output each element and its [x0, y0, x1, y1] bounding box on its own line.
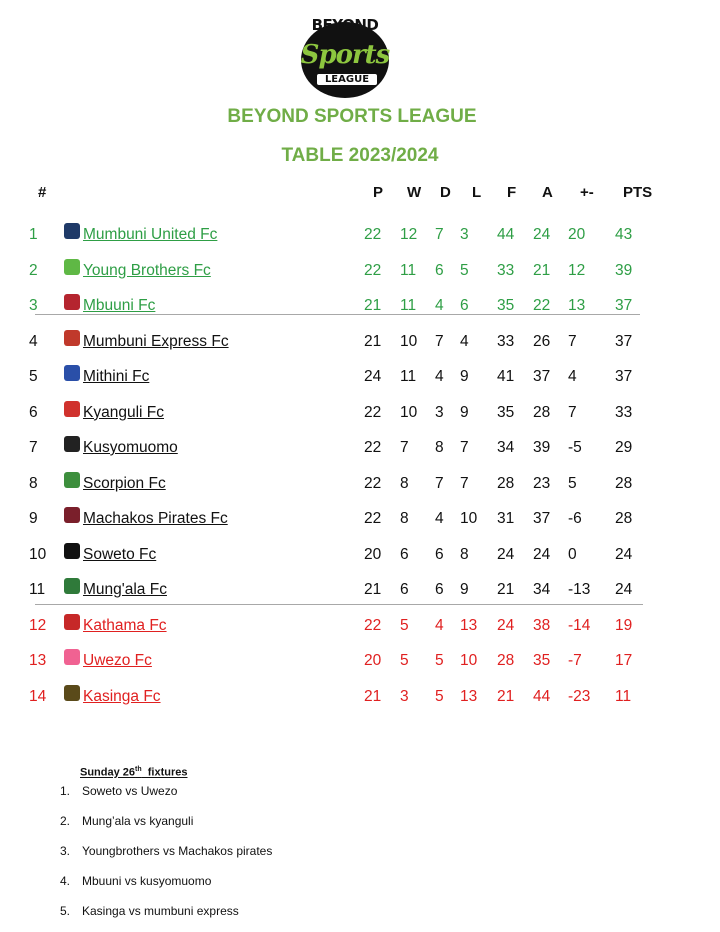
team-name[interactable]: Kusyomuomo — [83, 439, 178, 456]
header-lost: L — [472, 184, 482, 201]
row-pos: 6 — [29, 403, 38, 421]
team-name[interactable]: Mung'ala Fc — [83, 581, 167, 598]
goals-against: 23 — [533, 474, 551, 492]
table-row — [0, 546, 720, 580]
points: 43 — [615, 226, 633, 243]
table-row — [0, 439, 720, 473]
lost: 8 — [460, 545, 469, 563]
fixture-text: Mung’ala vs kyanguli — [82, 814, 194, 828]
row-pos: 14 — [29, 687, 47, 705]
goals-against: 38 — [533, 616, 551, 634]
goals-for: 28 — [497, 652, 515, 669]
header-won: W — [407, 184, 422, 201]
goals-for: 33 — [497, 261, 515, 279]
team-name[interactable]: Uwezo Fc — [83, 652, 152, 669]
played: 21 — [364, 687, 382, 705]
logo-mid-text: Sports — [300, 40, 390, 70]
goal-diff: 4 — [568, 368, 577, 385]
won: 10 — [400, 403, 418, 421]
team-crest-icon — [64, 685, 80, 701]
team-crest-icon — [64, 365, 80, 381]
goal-diff: 5 — [568, 474, 577, 492]
goals-against: 21 — [533, 261, 551, 279]
logo-bottom-text: LEAGUE — [317, 74, 377, 85]
lost: 10 — [460, 510, 478, 527]
fixture-number: 5. — [60, 904, 71, 918]
relegation-divider — [35, 604, 643, 605]
table-row — [0, 368, 720, 402]
fixture-text: Kasinga vs mumbuni express — [82, 904, 239, 918]
team-name[interactable]: Mbuuni Fc — [83, 297, 156, 314]
drawn: 4 — [435, 297, 444, 314]
fixture-text: Mbuuni vs kusyomuomo — [82, 874, 212, 888]
team-crest-icon — [64, 330, 80, 346]
lost: 4 — [460, 332, 469, 350]
won: 6 — [400, 581, 409, 598]
won: 8 — [400, 474, 409, 492]
row-pos: 8 — [29, 474, 38, 492]
row-pos: 4 — [29, 332, 38, 350]
fixtures-title-label: fixtures — [141, 766, 188, 779]
goals-for: 28 — [497, 474, 515, 492]
goals-against: 28 — [533, 403, 551, 421]
lost: 3 — [460, 226, 469, 243]
points: 37 — [615, 297, 633, 314]
lost: 10 — [460, 652, 478, 669]
goals-for: 31 — [497, 510, 515, 527]
points: 24 — [615, 581, 633, 598]
fixture-number: 2. — [60, 814, 71, 828]
drawn: 8 — [435, 439, 444, 456]
goals-against: 34 — [533, 581, 551, 598]
lost: 5 — [460, 261, 469, 279]
table-row — [0, 581, 720, 615]
table-row — [0, 475, 720, 509]
won: 11 — [400, 368, 417, 385]
lost: 7 — [460, 439, 469, 456]
points: 29 — [615, 439, 633, 456]
lost: 13 — [460, 616, 478, 634]
drawn: 7 — [435, 474, 444, 492]
header-against: A — [542, 184, 553, 201]
points: 24 — [615, 545, 633, 563]
row-pos: 12 — [29, 616, 47, 634]
goals-against: 22 — [533, 297, 551, 314]
goals-against: 44 — [533, 687, 551, 705]
drawn: 6 — [435, 261, 444, 279]
row-pos: 1 — [29, 226, 38, 243]
won: 8 — [400, 510, 409, 527]
promotion-divider — [35, 314, 640, 315]
won: 11 — [400, 297, 417, 314]
points: 33 — [615, 403, 633, 421]
team-name[interactable]: Kathama Fc — [83, 616, 167, 634]
goal-diff: -5 — [568, 439, 582, 456]
header-points: PTS — [623, 184, 653, 201]
goals-for: 34 — [497, 439, 515, 456]
table-row — [0, 617, 720, 651]
team-name[interactable]: Young Brothers Fc — [83, 261, 211, 279]
won: 7 — [400, 439, 409, 456]
team-name[interactable]: Scorpion Fc — [83, 474, 166, 492]
fixture-number: 3. — [60, 844, 71, 858]
drawn: 4 — [435, 368, 444, 385]
row-pos: 5 — [29, 368, 38, 385]
goals-against: 35 — [533, 652, 551, 669]
row-pos: 10 — [29, 545, 47, 563]
team-crest-icon — [64, 578, 80, 594]
played: 24 — [364, 368, 382, 385]
table-row — [0, 652, 720, 686]
goal-diff: -7 — [568, 652, 582, 669]
played: 22 — [364, 474, 382, 492]
won: 5 — [400, 616, 409, 634]
points: 39 — [615, 261, 633, 279]
goal-diff: 7 — [568, 332, 577, 350]
row-pos: 13 — [29, 652, 47, 669]
played: 22 — [364, 439, 382, 456]
won: 6 — [400, 545, 409, 563]
goal-diff: 13 — [568, 297, 586, 314]
goals-for: 44 — [497, 226, 515, 243]
drawn: 3 — [435, 403, 444, 421]
played: 22 — [364, 226, 382, 243]
drawn: 4 — [435, 616, 444, 634]
drawn: 5 — [435, 652, 444, 669]
league-logo — [295, 14, 395, 94]
lost: 6 — [460, 297, 469, 314]
goals-for: 21 — [497, 687, 515, 705]
row-pos: 7 — [29, 439, 38, 456]
played: 22 — [364, 616, 382, 634]
team-crest-icon — [64, 294, 80, 310]
points: 28 — [615, 474, 633, 492]
points: 37 — [615, 332, 633, 350]
goals-against: 24 — [533, 226, 551, 243]
header-pos: # — [38, 184, 47, 201]
drawn: 6 — [435, 545, 444, 563]
won: 5 — [400, 652, 409, 669]
goal-diff: 7 — [568, 403, 577, 421]
goal-diff: 12 — [568, 261, 586, 279]
fixture-number: 4. — [60, 874, 71, 888]
team-name[interactable]: Mumbuni United Fc — [83, 226, 218, 243]
team-name[interactable]: Kasinga Fc — [83, 687, 161, 705]
points: 37 — [615, 368, 633, 385]
row-pos: 11 — [29, 581, 46, 598]
team-name[interactable]: Mithini Fc — [83, 368, 150, 385]
goals-for: 21 — [497, 581, 515, 598]
row-pos: 2 — [29, 261, 38, 279]
drawn: 7 — [435, 332, 444, 350]
team-crest-icon — [64, 507, 80, 523]
team-name[interactable]: Mumbuni Express Fc — [83, 332, 229, 350]
team-crest-icon — [64, 649, 80, 665]
lost: 7 — [460, 474, 469, 492]
points: 28 — [615, 510, 633, 527]
won: 12 — [400, 226, 418, 243]
team-name[interactable]: Kyanguli Fc — [83, 403, 164, 421]
won: 11 — [400, 261, 417, 279]
goal-diff: -6 — [568, 510, 582, 527]
played: 21 — [364, 297, 382, 314]
goals-against: 37 — [533, 510, 551, 527]
played: 22 — [364, 403, 382, 421]
lost: 13 — [460, 687, 478, 705]
played: 22 — [364, 261, 382, 279]
goal-diff: -13 — [568, 581, 591, 598]
team-crest-icon — [64, 223, 80, 239]
goals-for: 24 — [497, 616, 515, 634]
won: 3 — [400, 687, 409, 705]
row-pos: 9 — [29, 510, 38, 527]
played: 20 — [364, 652, 382, 669]
goals-for: 35 — [497, 297, 515, 314]
goals-against: 37 — [533, 368, 551, 385]
header-drawn: D — [440, 184, 451, 201]
drawn: 6 — [435, 581, 444, 598]
team-crest-icon — [64, 614, 80, 630]
table-row — [0, 688, 720, 722]
page-title: BEYOND SPORTS LEAGUE — [227, 106, 477, 127]
team-crest-icon — [64, 401, 80, 417]
drawn: 4 — [435, 510, 444, 527]
fixtures-title-day: Sunday 26 — [80, 766, 136, 779]
table-row — [0, 510, 720, 544]
table-row — [0, 333, 720, 367]
goals-against: 26 — [533, 332, 551, 350]
lost: 9 — [460, 581, 469, 598]
won: 10 — [400, 332, 418, 350]
fixture-text: Soweto vs Uwezo — [82, 784, 178, 798]
points: 19 — [615, 616, 633, 634]
goals-for: 41 — [497, 368, 515, 385]
fixtures-title-suffix: th — [135, 766, 142, 773]
lost: 9 — [460, 368, 469, 385]
goals-against: 24 — [533, 545, 551, 563]
points: 17 — [615, 652, 633, 669]
row-pos: 3 — [29, 297, 38, 314]
team-name[interactable]: Machakos Pirates Fc — [83, 510, 228, 527]
page-subtitle: TABLE 2023/2024 — [281, 145, 439, 166]
team-crest-icon — [64, 543, 80, 559]
team-name[interactable]: Soweto Fc — [83, 545, 157, 563]
played: 21 — [364, 332, 382, 350]
goals-for: 35 — [497, 403, 515, 421]
header-for: F — [507, 184, 517, 201]
goals-against: 39 — [533, 439, 551, 456]
table-row — [0, 404, 720, 438]
goal-diff: -23 — [568, 687, 591, 705]
table-row — [0, 226, 720, 260]
fixtures-title — [80, 766, 188, 779]
team-crest-icon — [64, 472, 80, 488]
goals-for: 33 — [497, 332, 515, 350]
drawn: 5 — [435, 687, 444, 705]
fixture-number: 1. — [60, 784, 71, 798]
team-crest-icon — [64, 436, 80, 452]
played: 21 — [364, 581, 382, 598]
header-played: P — [373, 184, 384, 201]
lost: 9 — [460, 403, 469, 421]
points: 11 — [615, 687, 632, 705]
header-goal-diff: +- — [580, 184, 594, 201]
goal-diff: 0 — [568, 545, 577, 563]
logo-top-text: BEYOND — [311, 16, 379, 34]
goal-diff: -14 — [568, 616, 591, 634]
drawn: 7 — [435, 226, 444, 243]
table-row — [0, 262, 720, 296]
played: 20 — [364, 545, 382, 563]
goals-for: 24 — [497, 545, 515, 563]
played: 22 — [364, 510, 382, 527]
fixture-text: Youngbrothers vs Machakos pirates — [82, 844, 273, 858]
goal-diff: 20 — [568, 226, 586, 243]
team-crest-icon — [64, 259, 80, 275]
